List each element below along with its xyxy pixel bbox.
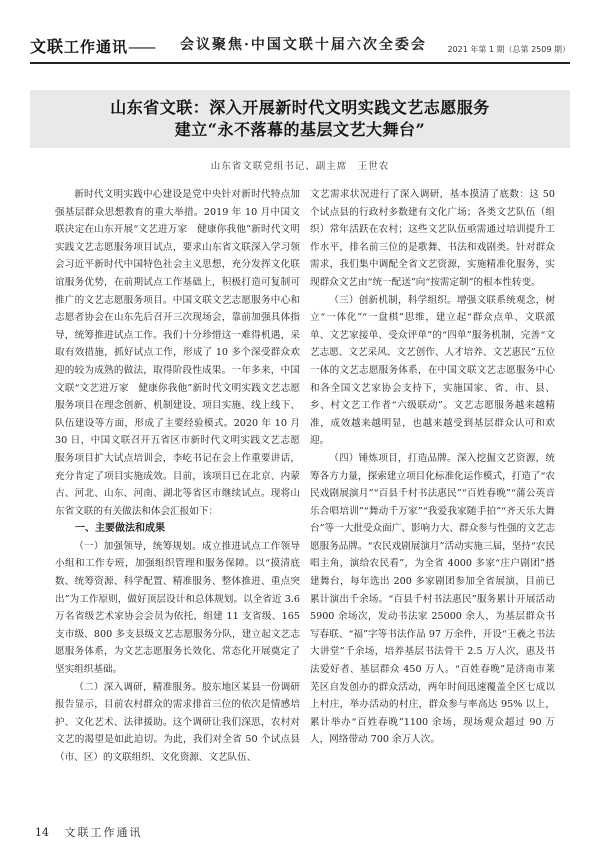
intro-paragraph: 新时代文明实践中心建设是党中央针对新时代特点加强基层群众思想教育的重大举措。2019 年 10 月中国文联决定在山东开展“文艺进万家 健康你我他”新时代文明实践文艺志愿服务项目试点，要求山东省文联深入学习领会习近平新时代中国特色社会主义思想，充分发挥文化联谊服务优势，在前期试点工作基础上，积极打造可复制可推广的文艺志愿服务项目。中国文联文艺志愿服务中心和志愿者协会在山东先后召开三次现场会，靠前加强具体指导，统筹推进试点工作。我们十分珍惜这一难得机遇，采取有效措施，抓好试点工作，形成了 10 多个深受群众欢迎的较为成熟的做法，取得阶段性成果。一年多来，中国文联“文艺进万家 健康你我他”新时代文明实践文艺志愿服务项目在理念创新、机制建设、项目实施、线上线下、队伍建设等方面，形成了主要经验模式。2020 年 10 月 30 日，中国文联召开五省区市新时代文明实践文艺志愿服务项目扩大试点培训会，李屹书记在会上作重要讲话，充分肯定了项目实施成效。目前，该项目已在北京、内蒙古、河北、山东、河南、湖北等省区市继续试点。现将山东省文联的有关做法和体会汇报如下： (55, 189, 300, 517)
body-paragraph: 文艺需求状况进行了深入调研，基本摸清了底数：这 50 个试点县的行政村多数建有文化广场；各类文艺队伍（组织）常年活跃在农村；这些文艺队伍亟需通过培训提升工作水平，排名前三位的是歌舞、书法和戏剧类。针对群众需求，我们集中调配全省文艺资源，实施精准化服务，实现群众文艺由“统一配送”向“按需定制”的根本性转变。 (310, 189, 555, 288)
body-paragraph: （四）锤炼项目，打造品牌。深入挖掘文艺资源，统筹各方力量，探索建立项目化标准化运作模式，打造了“农民戏剧展演月”“百县千村书法惠民”“百姓春晚”“蒲公英音乐合唱培训”“舞动千万家”“我爱我家随手拍”“齐天乐大舞台”等一大批受众面广、影响力大、群众参与性强的文艺志愿服务品牌。“农民戏剧展演月”活动实施三届，坚持“农民唱主角，演给农民看”，为全省 4000 多家“庄户剧团”搭建舞台，每年选出 200 多家剧团参加全省展演，目前已累计演出千余场。“百县千村书法惠民”服务累计开展活动 5900 余场次，发动书法家 25000 余人，为基层群众书写春联、“福”字等书法作品 97 万余件，开设“王羲之书法大讲堂”千余场，培养基层书法骨干 2.5 万人次，惠及书法爱好者、基层群众 450 万人。“百姓春晚”是济南市莱芜区自发创办的群众活动，两年时间迅速覆盖全区七成以上村庄，举办活动的村庄，群众参与率高达 95% 以上，累计举办“百姓春晚”1100 余场，现场观众超过 90 万人，网络带动 700 余万人次。 (310, 452, 555, 746)
section-title: 会议聚焦·中国文联十届六次全委会 (180, 37, 427, 53)
masthead (30, 34, 154, 57)
masthead-brand: 文联 (30, 37, 65, 56)
body-paragraph: （三）创新机制，科学组织。增强文联系统观念，树立“一体化”“一盘棋”思维，建立起“群众点单、文联派单、文艺家接单、受众评单”的“四单”服务机制，完善“文艺志愿、文艺采风、文艺创作、人才培养、文艺惠民”五位一体的文艺志愿服务体系，在中国文联文艺志愿服务中心和各全国文艺家协会支持下，实施国家、省、市、县、乡、村文艺工作者“六级联动”。文艺志愿服务越来越精准，成效越来越明显，也越来越受到基层群众认可和欢迎。 (310, 294, 555, 447)
header-rule (30, 62, 570, 64)
page-header (30, 34, 570, 70)
article-title-block (30, 90, 570, 148)
body-paragraph: （一）加强领导，统筹规划。成立推进试点工作领导小组和工作专班，加强组织管理和服务保障。以“摸清底数、统筹资源、科学配置、精准服务、整体推进、重点突出”为工作原则，做好顶层设计和总体规划。以全省近 3.6 万名省级艺术家协会会员为依托，组建 11 支省级、165 支市级、800 多支县级文艺志愿服务分队，建立起文艺志愿服务体系，为文艺志愿服务长效化、常态化开展奠定了坚实组织基础。 (55, 540, 300, 676)
publication-name: 文联工作通讯 (64, 826, 143, 839)
masthead-suffix: 工作通讯 (64, 38, 129, 56)
page-footer (35, 824, 143, 840)
masthead-dash: —— (128, 38, 155, 56)
article-title-line-1: 山东省文联：深入开展新时代文明实践文艺志愿服务 (110, 98, 490, 117)
page-number: 14 (35, 826, 49, 839)
article-author: 山东省文联党组书记、副主席 王世农 (210, 161, 390, 172)
body-paragraph: （二）深入调研，精准服务。胶东地区某县一份调研报告显示，目前农村群众的需求排首三位的依次是情感培护、文化艺术、法律援助。这个调研让我们深思，农村对文艺的渴望是如此迫切。为此，我们对全省 50 个试点县（市、区）的文联组织、文化资源、文艺队伍、 (55, 681, 300, 763)
left-column (55, 186, 300, 767)
section-heading: 一、主要做法和成果 (75, 523, 165, 535)
right-column (310, 186, 555, 749)
article-title-line-2: 建立“永不落幕的基层文艺大舞台” (174, 120, 426, 139)
issue-number: 2021 年第 1 期（总第 2509 期） (447, 45, 570, 54)
